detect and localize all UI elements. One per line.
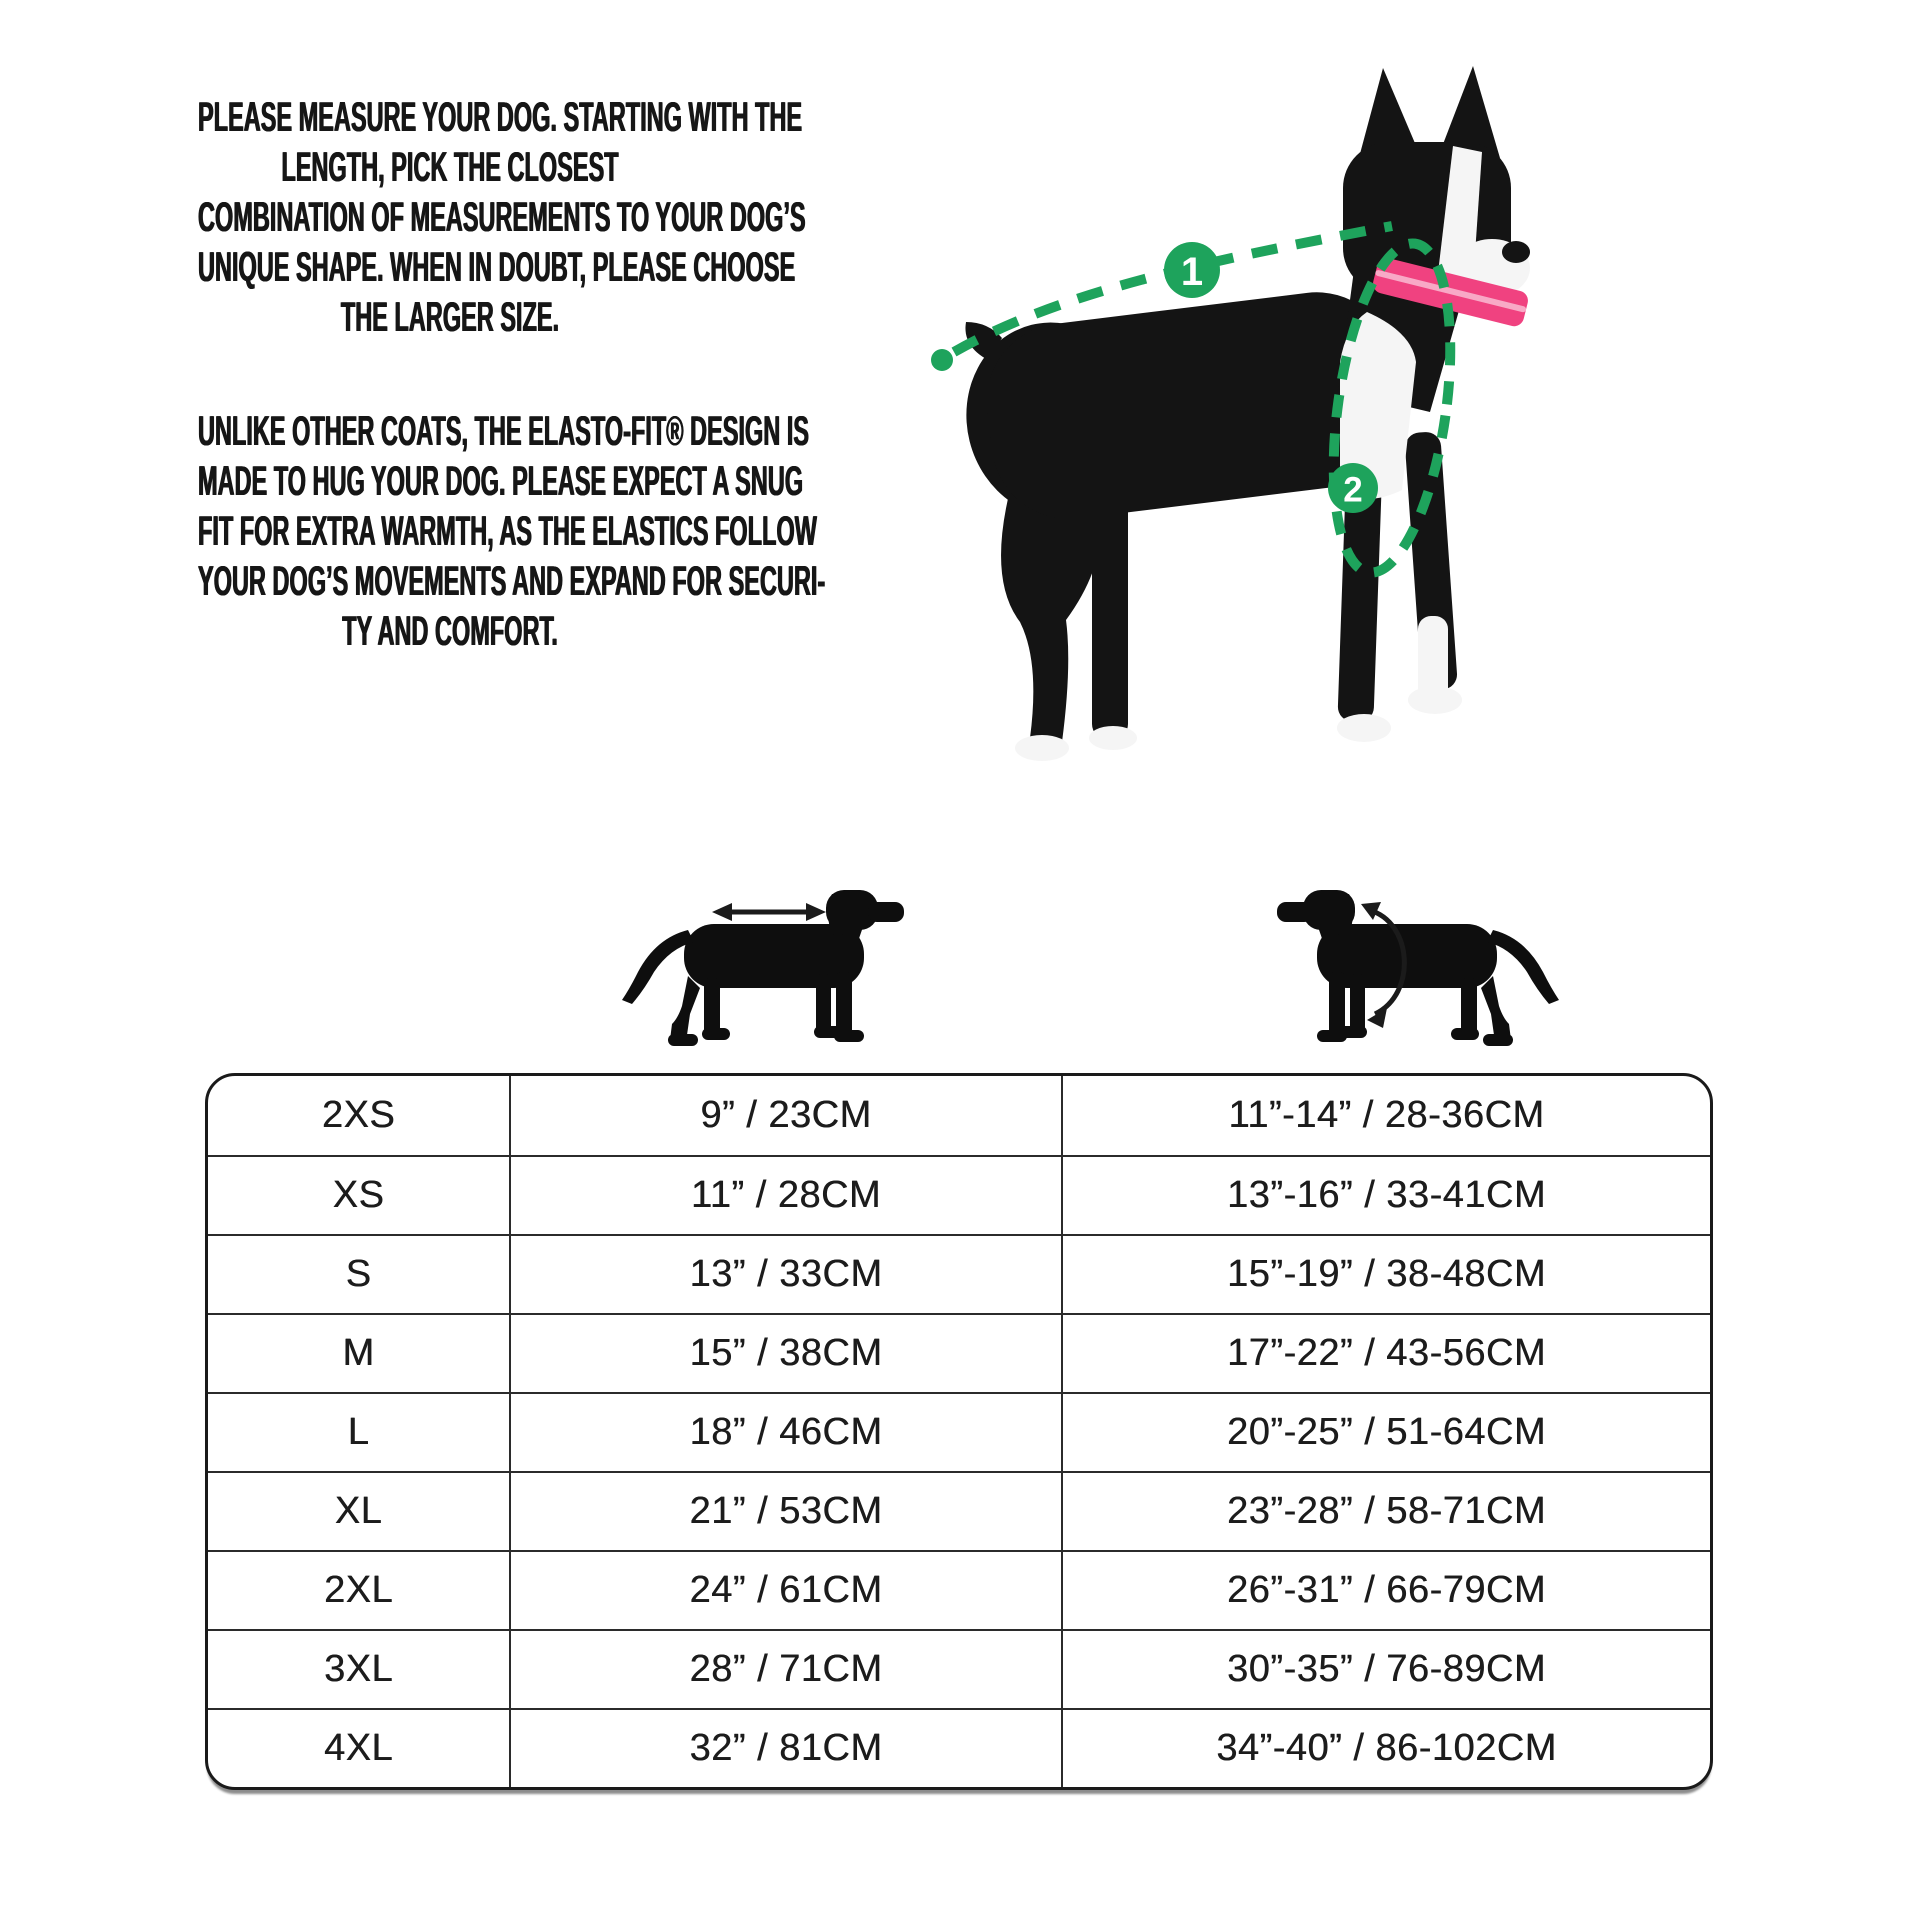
table-cell-size: 4XL <box>208 1708 511 1787</box>
table-cell-girth: 34”-40” / 86-102CM <box>1063 1708 1710 1787</box>
table-cell-size: 2XS <box>208 1076 511 1155</box>
marker-2-label: 2 <box>1343 470 1363 510</box>
table-cell-length: 18” / 46CM <box>511 1392 1063 1471</box>
table-cell-size: S <box>208 1234 511 1313</box>
instruction-line: YOUR DOG’S MOVEMENTS AND EXPAND FOR SECURI- <box>198 557 826 604</box>
dog-measurement-photo <box>870 60 1560 800</box>
table-cell-length: 15” / 38CM <box>511 1313 1063 1392</box>
table-cell-length: 28” / 71CM <box>511 1629 1063 1708</box>
table-cell-girth: 26”-31” / 66-79CM <box>1063 1550 1710 1629</box>
table-cell-length: 13” / 33CM <box>511 1234 1063 1313</box>
dog-length-icon <box>596 872 926 1072</box>
instruction-line: THE LARGER SIZE. <box>340 293 560 340</box>
table-cell-size: XS <box>208 1155 511 1234</box>
dog-girth-icon <box>1255 872 1585 1072</box>
instruction-line: FIT FOR EXTRA WARMTH, AS THE ELASTICS FOLLOW <box>198 507 817 554</box>
table-cell-length: 11” / 28CM <box>511 1155 1063 1234</box>
instruction-line: UNLIKE OTHER COATS, THE ELASTO-FIT® DESIGN IS <box>198 407 810 454</box>
table-cell-size: XL <box>208 1471 511 1550</box>
table-cell-size: L <box>208 1392 511 1471</box>
instruction-line: TY AND COMFORT. <box>342 607 558 654</box>
table-cell-size: M <box>208 1313 511 1392</box>
instruction-line: PLEASE MEASURE YOUR DOG. STARTING WITH THE <box>198 93 803 140</box>
instruction-line: UNIQUE SHAPE. WHEN IN DOUBT, PLEASE CHOOSE <box>198 243 796 290</box>
size-table <box>205 1073 1713 1790</box>
instruction-line: MADE TO HUG YOUR DOG. PLEASE EXPECT A SNUG <box>198 457 804 504</box>
instruction-line: LENGTH, PICK THE CLOSEST <box>281 143 619 190</box>
table-cell-girth: 23”-28” / 58-71CM <box>1063 1471 1710 1550</box>
table-cell-size: 2XL <box>208 1550 511 1629</box>
measure-instructions-paragraph <box>198 92 806 342</box>
table-cell-length: 24” / 61CM <box>511 1550 1063 1629</box>
instruction-line: COMBINATION OF MEASUREMENTS TO YOUR DOG’S <box>198 193 806 240</box>
table-cell-length: 9” / 23CM <box>511 1076 1063 1155</box>
table-cell-girth: 17”-22” / 43-56CM <box>1063 1313 1710 1392</box>
length-arrow-icon <box>712 903 826 921</box>
table-cell-length: 21” / 53CM <box>511 1471 1063 1550</box>
marker-1-label: 1 <box>1180 250 1204 294</box>
table-cell-girth: 11”-14” / 28-36CM <box>1228 1094 1545 1136</box>
sizing-instructions <box>198 92 826 656</box>
table-cell-girth: 30”-35” / 76-89CM <box>1063 1629 1710 1708</box>
table-cell-girth: 13”-16” / 33-41CM <box>1063 1155 1710 1234</box>
table-cell-length: 32” / 81CM <box>511 1708 1063 1787</box>
table-cell-girth: 20”-25” / 51-64CM <box>1063 1392 1710 1471</box>
table-cell-girth: 15”-19” / 38-48CM <box>1063 1234 1710 1313</box>
table-cell-size: 3XL <box>208 1629 511 1708</box>
elasto-fit-paragraph <box>198 406 826 656</box>
